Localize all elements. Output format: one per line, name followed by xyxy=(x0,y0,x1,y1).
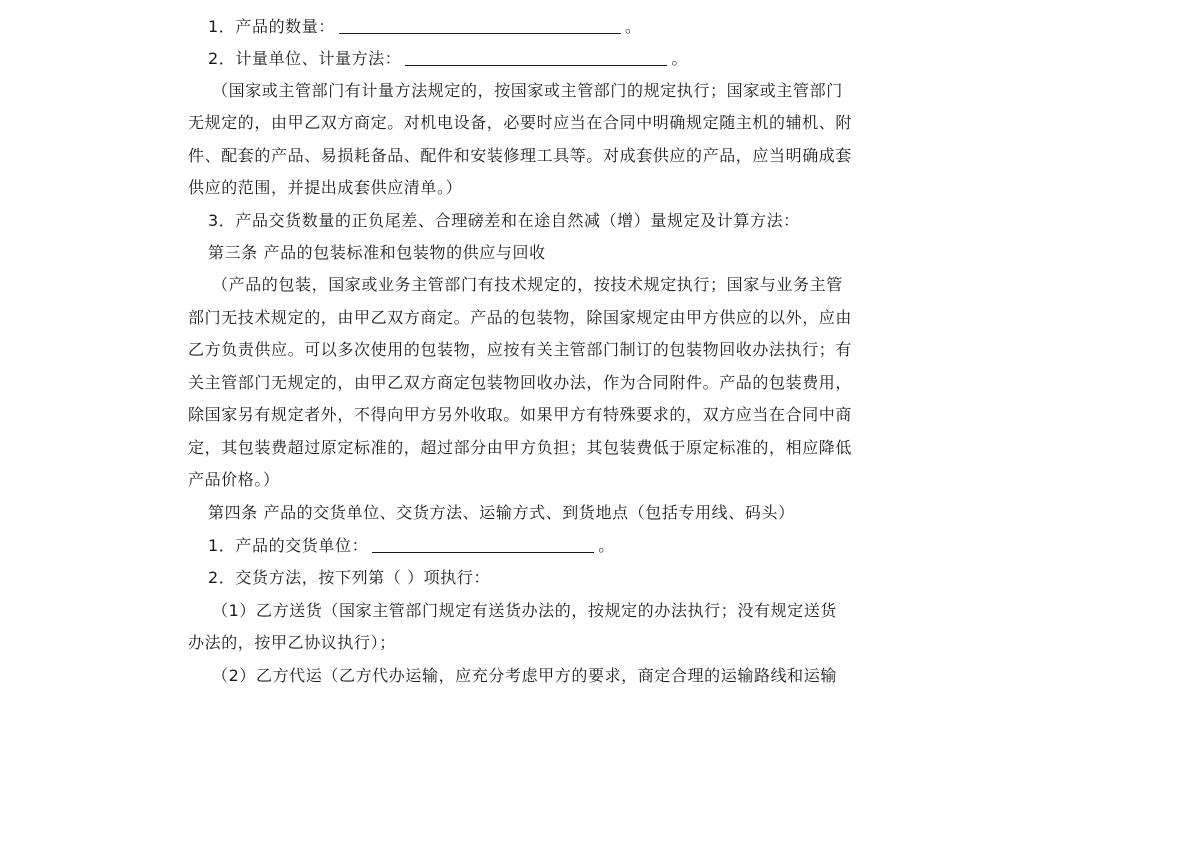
doc-line-text: 无规定的，由甲乙双方商定。对机电设备，必要时应当在合同中明确规定随主机的辅机、附 xyxy=(188,113,853,132)
doc-line-suffix: 。 xyxy=(598,536,615,555)
article-3-heading xyxy=(208,237,546,269)
doc-line-text: （2）乙方代运（乙方代办运输，应充分考虑甲方的要求，商定合理的运输路线和运输 xyxy=(212,666,837,685)
doc-line-text: （1）乙方送货（国家主管部门规定有送货办法的，按规定的办法执行；没有规定送货 xyxy=(212,601,837,620)
doc-line-text: 第四条 产品的交货单位、交货方法、运输方式、到货地点（包括专用线、码头） xyxy=(208,503,795,522)
doc-line-text: 第三条 产品的包装标准和包装物的供应与回收 xyxy=(208,243,546,262)
doc-line-text: 定，其包装费超过原定标准的，超过部分由甲方负担；其包装费低于原定标准的，相应降低 xyxy=(188,438,853,457)
doc-line-delivery-unit xyxy=(208,530,615,562)
doc-line-text: 件、配套的产品、易损耗备品、配件和安装修理工具等。对成套供应的产品，应当明确成套 xyxy=(188,146,853,165)
article-4-heading xyxy=(208,497,795,529)
doc-line-suffix: 。 xyxy=(624,17,642,36)
doc-line-text: 2．计量单位、计量方法： xyxy=(208,49,402,68)
doc-line-text: 2．交货方法，按下列第（ ）项执行： xyxy=(208,568,491,587)
doc-line-text: 3．产品交货数量的正负尾差、合理磅差和在途自然减（增）量规定及计算方法： xyxy=(208,211,800,230)
doc-line-paragraph xyxy=(188,464,280,496)
fill-in-blank-delivery-unit[interactable] xyxy=(372,532,594,553)
doc-line-tolerance xyxy=(208,205,800,237)
doc-line-paragraph xyxy=(188,627,396,659)
doc-line-paragraph xyxy=(188,107,852,139)
doc-line-text: 办法的，按甲乙协议执行）； xyxy=(188,633,396,652)
doc-line-text: 供应的范围，并提出成套供应清单。） xyxy=(188,178,463,197)
doc-line-paragraph xyxy=(188,140,852,172)
doc-line-paragraph xyxy=(212,595,837,627)
doc-line-text: 关主管部门无规定的，由甲乙双方商定包装物回收办法，作为合同附件。产品的包装费用， xyxy=(188,373,853,392)
doc-line-paragraph xyxy=(188,367,852,399)
doc-line-text: 乙方负责供应。可以多次使用的包装物，应按有关主管部门制订的包装物回收办法执行；有 xyxy=(188,340,853,359)
doc-line-paragraph xyxy=(188,302,852,334)
doc-line-text: （国家或主管部门有计量方法规定的，按国家或主管部门的规定执行；国家或主管部门 xyxy=(212,81,843,100)
doc-line-paragraph xyxy=(188,334,852,366)
doc-line-unit-method xyxy=(208,43,688,75)
fill-in-blank-quantity[interactable] xyxy=(339,13,621,34)
doc-line-text: 除国家另有规定者外，不得向甲方另外收取。如果甲方有特殊要求的，双方应当在合同中商 xyxy=(188,405,853,424)
doc-line-text: 1．产品的数量： xyxy=(208,17,335,36)
fill-in-blank-unit-method[interactable] xyxy=(405,45,667,66)
doc-line-text: 部门无技术规定的，由甲乙双方商定。产品的包装物，除国家规定由甲方供应的以外，应由 xyxy=(188,308,853,327)
doc-line-paragraph xyxy=(212,75,843,107)
doc-line-paragraph xyxy=(188,172,462,204)
doc-line-text: 产品价格。） xyxy=(188,470,280,489)
doc-line-suffix: 。 xyxy=(671,49,688,68)
doc-line-quantity xyxy=(208,11,642,43)
doc-line-paragraph xyxy=(212,660,837,692)
doc-line-delivery-method xyxy=(208,562,490,594)
doc-line-text: （产品的包装，国家或业务主管部门有技术规定的，按技术规定执行；国家与业务主管 xyxy=(212,275,843,294)
doc-line-paragraph xyxy=(212,269,843,301)
doc-line-paragraph xyxy=(188,399,852,431)
doc-line-text: 1．产品的交货单位： xyxy=(208,536,369,555)
doc-line-paragraph xyxy=(188,432,852,464)
